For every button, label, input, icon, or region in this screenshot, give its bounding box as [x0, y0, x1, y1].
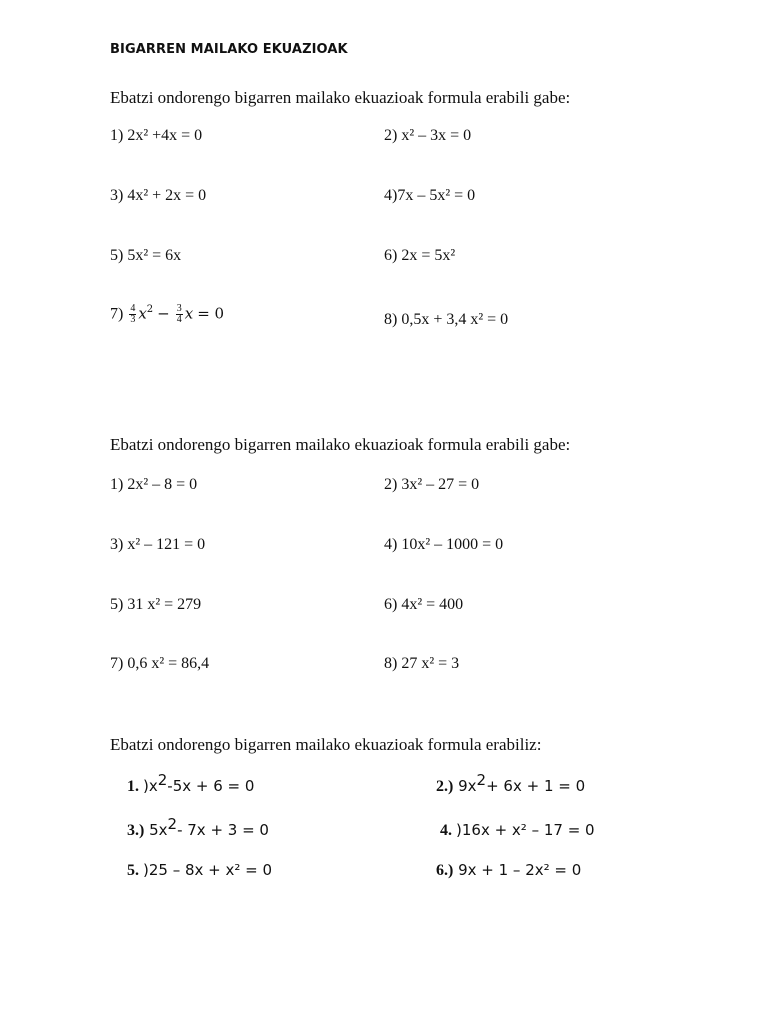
s3-eq1-a: )x	[143, 777, 158, 795]
s2-equation-4: 4) 10x² – 1000 = 0	[384, 536, 504, 553]
s1-equation-8: 8) 0,5x + 3,4 x² = 0	[384, 311, 509, 328]
s1-equation-1: 1) 2x² +4x = 0	[110, 127, 203, 144]
eq7-frac1-denominator: 3	[130, 314, 136, 326]
s3-eq3-b: - 7x + 3 = 0	[177, 821, 269, 839]
s1-equation-6: 6) 2x = 5x²	[384, 247, 456, 264]
s2-equation-3: 3) x² – 121 = 0	[110, 536, 206, 553]
s3-eq1-b: -5x + 6 = 0	[167, 777, 255, 795]
s3-eq4-number: 4.	[440, 822, 456, 839]
s3-eq6-number: 6.)	[436, 862, 454, 879]
s3-equation-1	[127, 771, 255, 796]
s3-equation-5	[127, 861, 272, 880]
section3-instruction: Ebatzi ondorengo bigarren mailako ekuazioak formula erabiliz:	[110, 735, 542, 754]
s3-eq3-a: 5x	[144, 821, 168, 839]
s3-equation-4	[440, 821, 595, 840]
eq7-var-2: x	[184, 304, 194, 323]
s3-eq1-exponent: 2	[157, 771, 168, 789]
s3-eq2-exponent: 2	[476, 771, 487, 789]
s3-eq5-b: )25 – 8x + x² = 0	[143, 861, 273, 879]
s1-equation-2: 2) x² – 3x = 0	[384, 127, 472, 144]
page-title: BIGARREN MAILAKO EKUAZIOAK	[110, 42, 348, 57]
s2-equation-8: 8) 27 x² = 3	[384, 655, 460, 672]
eq7-fraction-1	[129, 304, 136, 325]
s1-equation-7	[110, 304, 224, 325]
eq7-frac1-numerator: 4	[130, 303, 136, 315]
s3-eq3-exponent: 2	[167, 815, 178, 833]
s3-eq2-b: + 6x + 1 = 0	[486, 777, 586, 795]
eq7-rest: = 0	[197, 304, 225, 323]
s2-equation-7: 7) 0,6 x² = 86,4	[110, 655, 210, 672]
eq7-prefix: 7)	[110, 305, 124, 323]
s2-equation-1: 1) 2x² – 8 = 0	[110, 476, 198, 493]
section2-instruction: Ebatzi ondorengo bigarren mailako ekuazioak formula erabili gabe:	[110, 435, 571, 454]
eq7-fraction-2	[176, 304, 183, 325]
s3-eq1-number: 1.	[127, 778, 143, 795]
s3-eq6-b: 9x + 1 – 2x² = 0	[453, 861, 582, 879]
s2-equation-2: 2) 3x² – 27 = 0	[384, 476, 480, 493]
eq7-exponent: 2	[146, 304, 154, 315]
s3-eq5-number: 5.	[127, 862, 143, 879]
s3-eq2-number: 2.)	[436, 778, 454, 795]
s3-eq3-number: 3.)	[127, 822, 145, 839]
s1-equation-4: 4)7x – 5x² = 0	[384, 187, 476, 204]
eq7-var-1: x	[138, 304, 147, 323]
s3-eq4-b: )16x + x² – 17 = 0	[456, 821, 595, 839]
s3-eq2-a: 9x	[453, 777, 477, 795]
s3-equation-6	[436, 861, 581, 880]
eq7-frac2-numerator: 3	[176, 303, 182, 315]
s3-equation-2	[436, 771, 586, 796]
s2-equation-5: 5) 31 x² = 279	[110, 596, 202, 613]
s1-equation-3: 3) 4x² + 2x = 0	[110, 187, 207, 204]
section1-instruction: Ebatzi ondorengo bigarren mailako ekuazioak formula erabili gabe:	[110, 88, 571, 107]
s1-equation-5: 5) 5x² = 6x	[110, 247, 182, 264]
eq7-frac2-denominator: 4	[176, 314, 182, 326]
s2-equation-6: 6) 4x² = 400	[384, 596, 464, 613]
s3-equation-3	[127, 815, 269, 840]
eq7-minus: −	[157, 304, 170, 323]
